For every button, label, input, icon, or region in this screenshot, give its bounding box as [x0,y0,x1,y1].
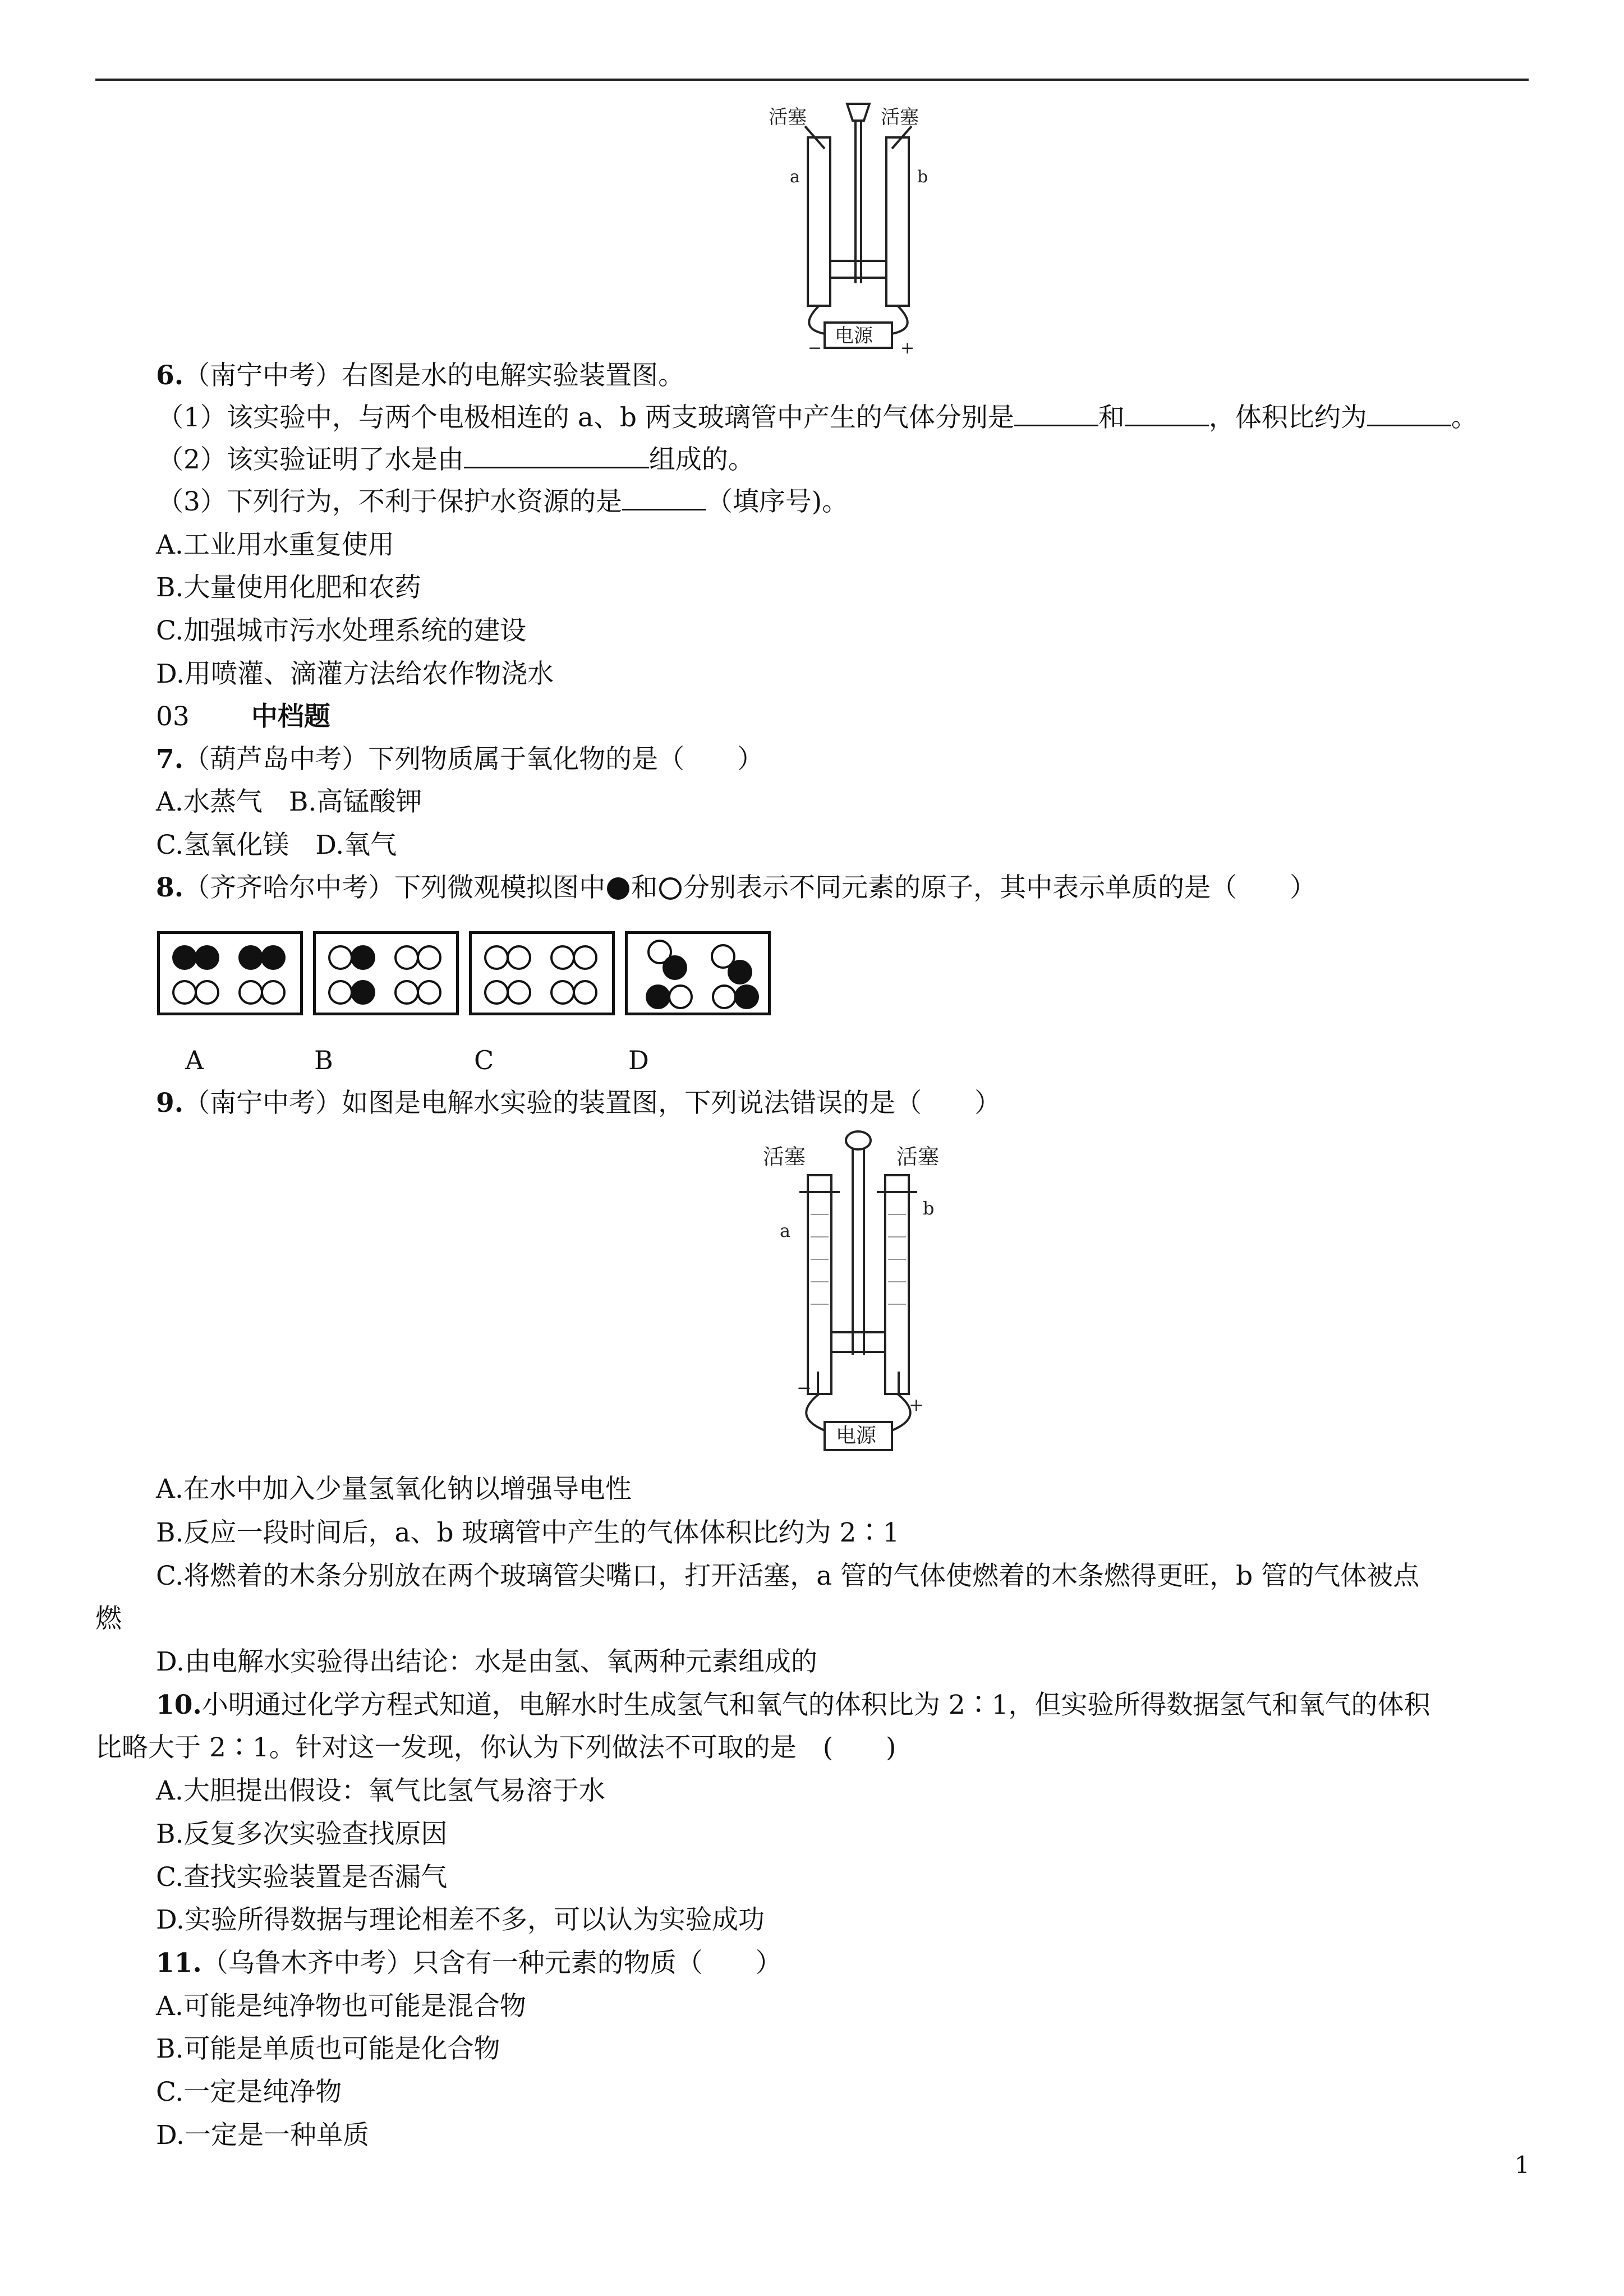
q11-title [156,1947,782,1980]
q11-option-d: D.一定是一种单质 [156,2120,369,2151]
power-label-2: 电源 [836,1424,877,1447]
q6-title [156,359,684,393]
q8-number: 8. [156,872,184,903]
q9-option-c: C.将燃着的木条分别放在两个玻璃管尖嘴口，打开活塞，a 管的气体使燃着的木条燃得更旺，b 管的气体被点 [156,1561,1420,1591]
q8-text-and: 和 [631,872,658,903]
q8-label-d: D [628,1045,649,1075]
q6-option-b: B.大量使用化肥和农药 [156,572,421,603]
q8-model-d [625,931,771,1015]
q6-number: 6. [156,360,184,391]
q8-model-a [157,931,303,1015]
q6-blank-1[interactable] [1014,401,1098,426]
q6-option-c: C.加强城市污水处理系统的建设 [156,615,527,646]
q8-model-c [469,931,615,1015]
q6-blank-2[interactable] [1125,401,1209,426]
q6-part1-end: 。 [1451,402,1478,433]
q9-option-b: B.反应一段时间后，a、b 玻璃管中产生的气体体积比约为 2∶1 [156,1517,900,1548]
minus-label-2: − [797,1377,812,1398]
q9-text: （南宁中考）如图是电解水实验的装置图，下列说法错误的是（ ） [183,1088,1001,1119]
q10-text-line1: 小明通过化学方程式知道，电解水时生成氢气和氧气的体积比为 2∶1，但实验所得数据氢气和氧气的体积 [201,1690,1430,1720]
q6-option-a: A.工业用水重复使用 [156,530,394,560]
q6-part2 [157,443,755,477]
q11-option-a: A.可能是纯净物也可能是混合物 [156,1991,526,2022]
tube-label-a: a [790,167,800,187]
q6-blank-5[interactable] [622,485,706,510]
q10-text-line2: 比略大于 2∶1。针对这一发现，你认为下列做法不可取的是 ( ) [95,1732,896,1763]
tube-label-b: b [917,167,928,187]
electrolysis-figure-1 [763,98,954,356]
q6-blank-4[interactable] [464,443,649,468]
header-rule [95,79,1529,81]
q10-option-d: D.实验所得数据与理论相差不多，可以认为实验成功 [156,1904,765,1935]
q10-option-a: A.大胆提出假设：氧气比氢气易溶于水 [156,1775,605,1806]
plus-label: + [900,338,915,356]
q6-part1-ratio-text: ，体积比约为 [1208,402,1367,433]
q8-title [156,871,1316,905]
minus-label: − [808,338,822,356]
q9-option-d: D.由电解水实验得出结论：水是由氢、氧两种元素组成的 [156,1646,817,1677]
q7-number: 7. [156,744,184,775]
q9-number: 9. [156,1088,184,1119]
q7-title [156,743,763,776]
filled-atom-icon [607,877,629,900]
q7-text: （葫芦岛中考）下列物质属于氧化物的是（ ） [183,744,764,775]
q7-options-row1: A.水蒸气 B.高锰酸钾 [156,786,422,817]
q6-part1-text: （1）该实验中，与两个电极相连的 a、b 两支玻璃管中产生的气体分别是 [157,402,1014,433]
q6-part2-text: （2）该实验证明了水是由 [157,444,464,475]
section-title: 中档题 [251,701,330,732]
section-number: 03 [156,701,190,732]
q6-blank-3[interactable] [1367,401,1451,426]
valve-label-right: 活塞 [881,106,919,128]
q9-title [156,1087,1001,1120]
power-label: 电源 [835,325,873,347]
hollow-atom-icon [659,877,682,900]
q9-option-c-cont: 燃 [95,1603,122,1634]
q11-number: 11. [156,1948,202,1978]
q11-option-b: B.可能是单质也可能是化合物 [156,2033,500,2064]
q10-title [156,1688,1430,1722]
section-heading [156,700,330,734]
q8-text-end: 分别表示不同元素的原子，其中表示单质的是（ ） [683,872,1317,903]
q6-part3-end: （填序号)。 [706,486,849,517]
q8-model-b [313,931,459,1015]
valve-label-right-2: 活塞 [896,1144,940,1169]
q6-option-d: D.用喷灌、滴灌方法给农作物浇水 [156,659,554,689]
q6-part2-end: 组成的。 [648,444,755,475]
valve-label-left-2: 活塞 [763,1144,806,1169]
q9-option-a: A.在水中加入少量氢氧化钠以增强导电性 [156,1474,632,1504]
q8-label-c: C [474,1045,494,1075]
q10-option-c: C.查找实验装置是否漏气 [156,1862,448,1893]
q6-part3-text: （3）下列行为，不利于保护水资源的是 [157,486,622,517]
q11-option-c: C.一定是纯净物 [156,2077,342,2108]
q6-part1-and: 和 [1098,402,1125,433]
valve-label-left: 活塞 [769,106,807,128]
q10-option-b: B.反复多次实验查找原因 [156,1819,448,1849]
q10-number: 10. [156,1690,202,1720]
tube-label-a-2: a [780,1220,791,1241]
q8-label-b: B [314,1045,333,1075]
q6-part1 [157,401,1478,435]
q6-part3 [157,485,848,519]
q8-label-a: A [185,1045,204,1075]
q7-options-row2: C.氢氧化镁 D.氧气 [156,830,397,861]
tube-label-b-2: b [923,1198,935,1219]
electrolysis-figure-2 [757,1130,959,1467]
q6-text: （南宁中考）右图是水的电解实验装置图。 [183,360,685,391]
q11-text: （乌鲁木齐中考）只含有一种元素的物质（ ） [201,1948,782,1978]
q8-text: （齐齐哈尔中考）下列微观模拟图中 [183,872,606,903]
plus-label-2: + [909,1394,924,1415]
page-number: 1 [1515,2151,1530,2179]
